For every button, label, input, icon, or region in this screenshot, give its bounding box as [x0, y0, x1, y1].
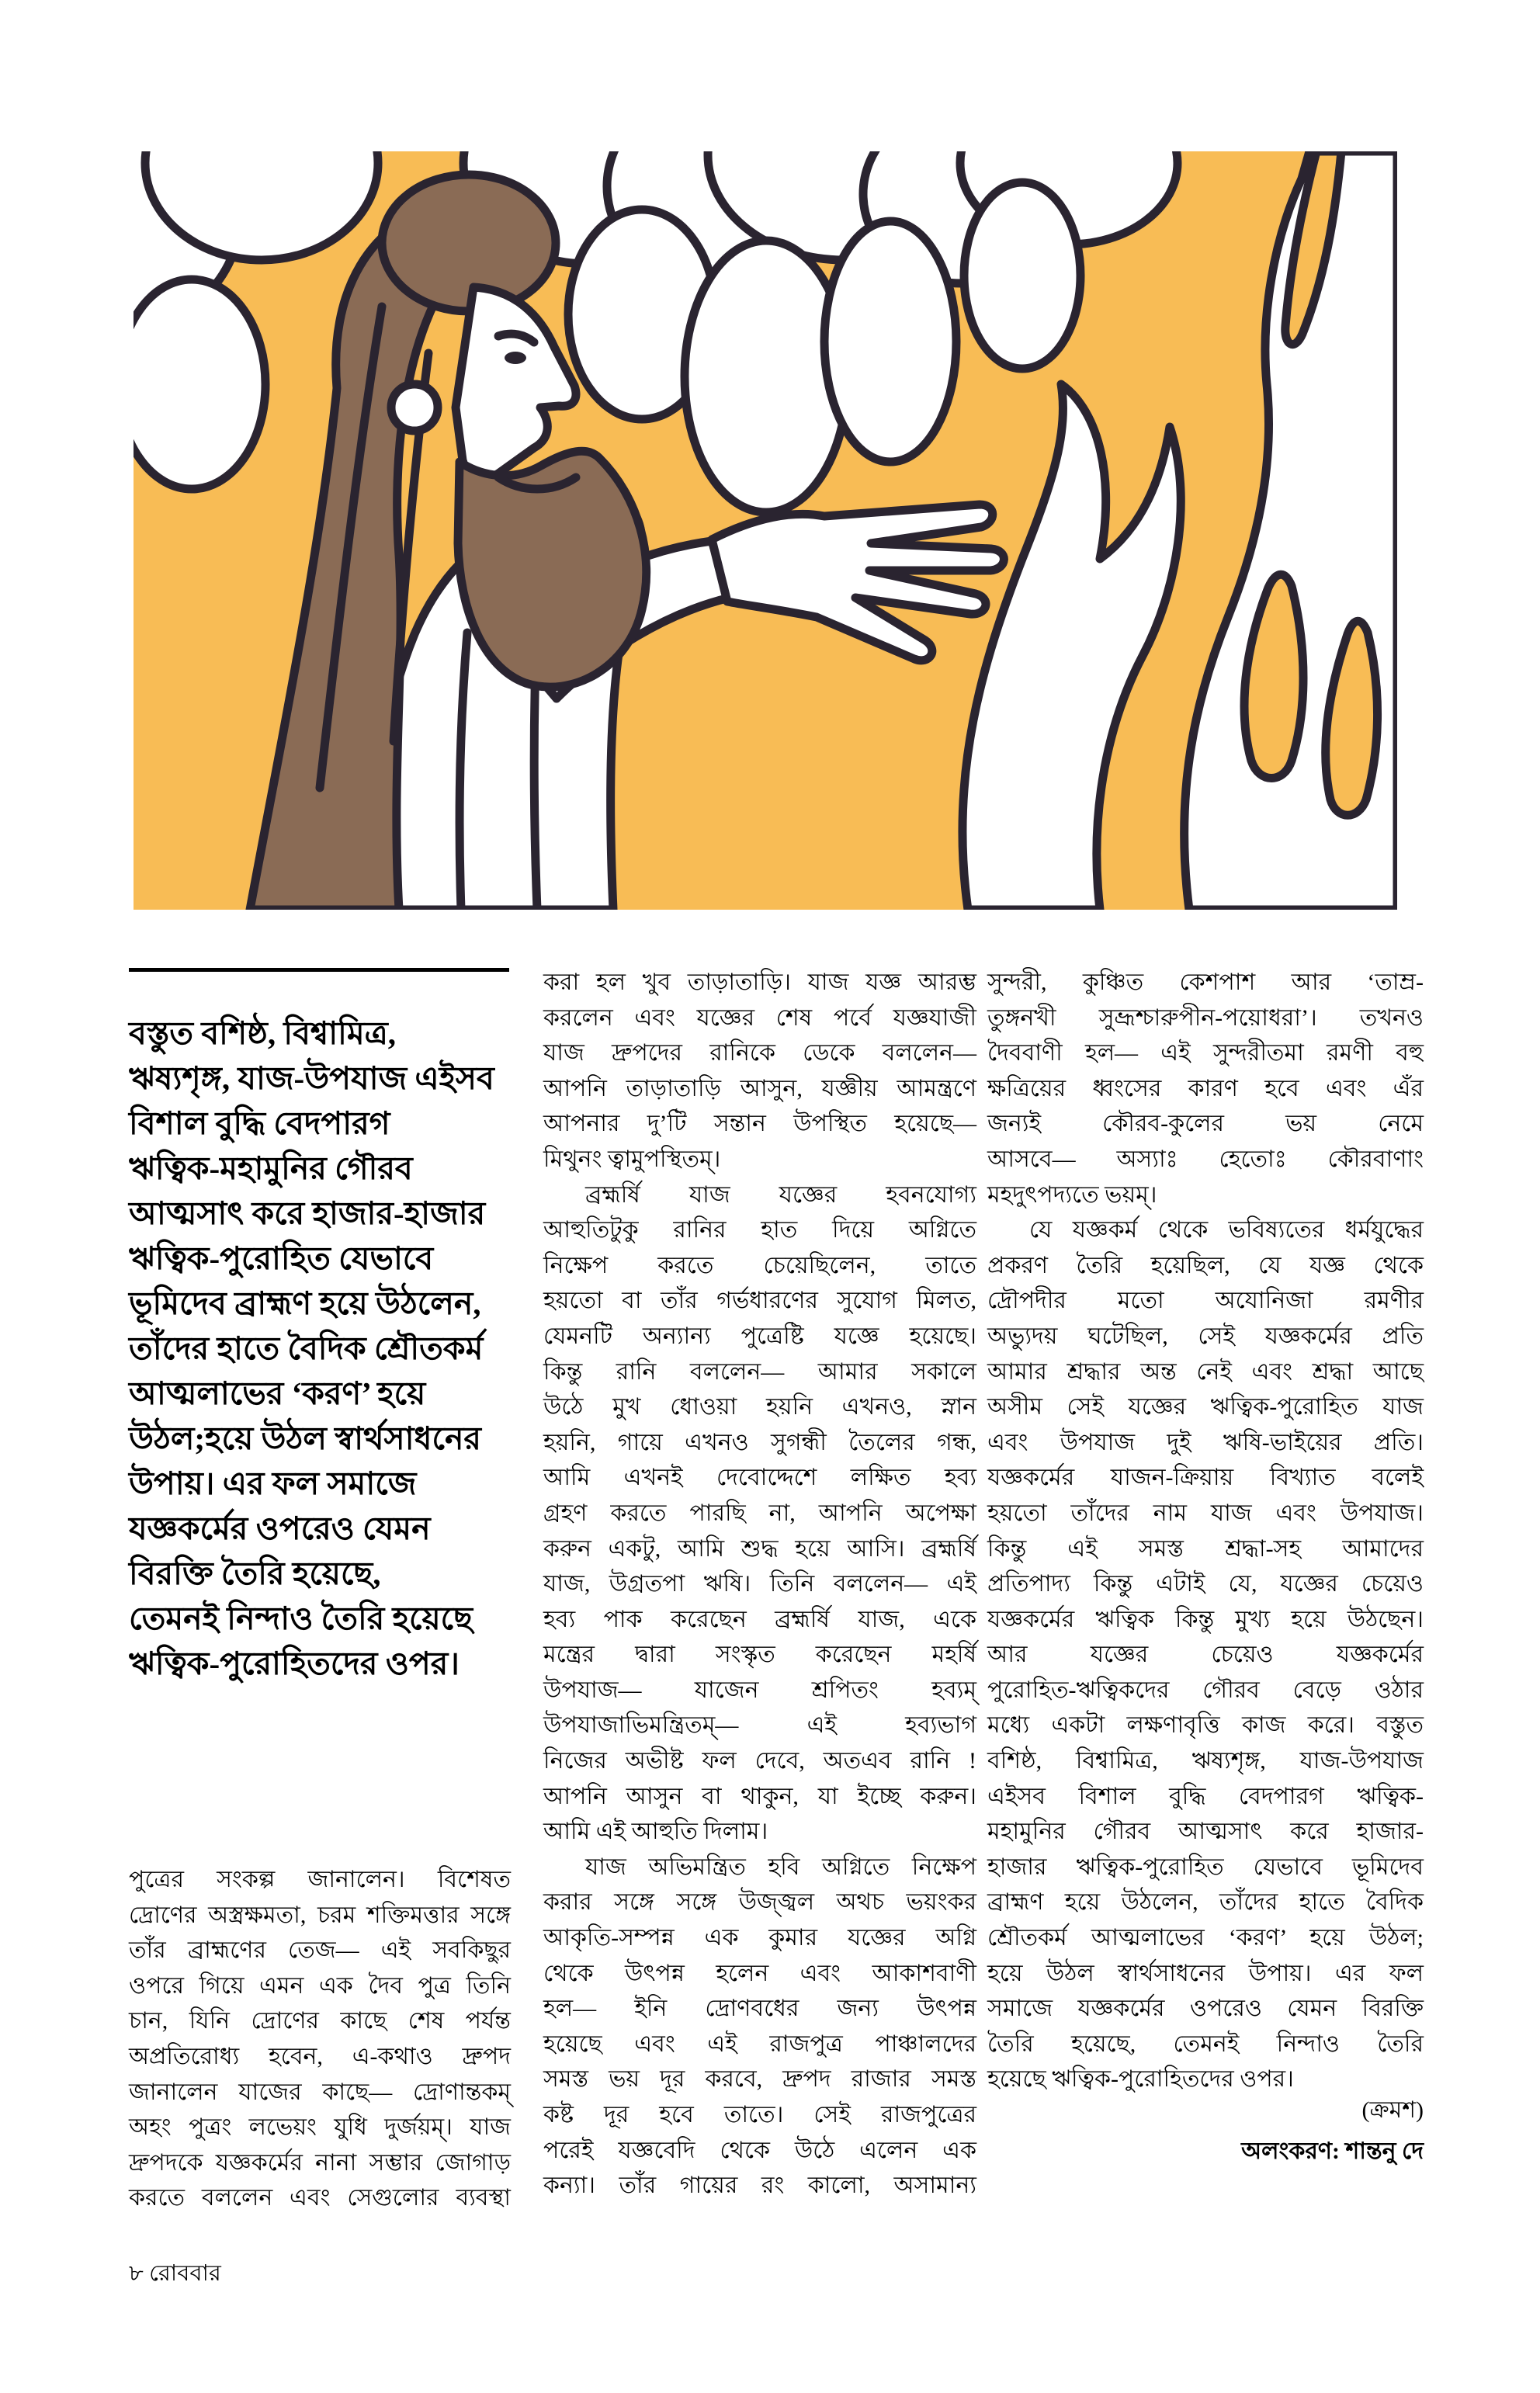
text-line: যজ্ঞকর্মের যাজন-ক্রিয়ায় বিখ্যাত বলেই [987, 1465, 1424, 1491]
text-line: আপনি আসুন বা থাকুন, যা ইচ্ছে করুন। [543, 1783, 976, 1809]
text-line: পরেই যজ্ঞবেদি থেকে উঠে এলেন এক [543, 2137, 976, 2163]
text-line: মন্ত্রের দ্বারা সংস্কৃত করেছেন মহর্ষি [543, 1642, 976, 1668]
text-line: জন্যই কৌরব-কুলের ভয় নেমে [987, 1111, 1424, 1137]
text-line: যাজ দ্রুপদের রানিকে ডেকে বললেন— [543, 1040, 976, 1066]
text-line: প্রকরণ তৈরি হয়েছিল, যে যজ্ঞ থেকে [987, 1252, 1424, 1278]
text-line: হয়তো বা তাঁর গর্ভধারণের সুযোগ মিলত, [543, 1288, 976, 1314]
text-line: হব্য পাক করেছেন ব্রহ্মর্ষি যাজ, একে [543, 1606, 976, 1632]
text-line: তৈরি হয়েছে, তেমনই নিন্দাও তৈরি [987, 2031, 1424, 2057]
text-line: করুন একটু, আমি শুদ্ধ হয়ে আসি। ব্রহ্মর্ষি [543, 1535, 976, 1562]
text-line: ব্রহ্মর্ষি যাজ যজ্ঞের হবনযোগ্য [585, 1181, 976, 1208]
text-line: অপ্রতিরোধ্য হবেন, এ-কথাও দ্রুপদ [129, 2043, 511, 2069]
sage-illustration [134, 151, 1397, 910]
text-line: এবং উপযাজ দুই ঋষি-ভাইয়ের প্রতি। [987, 1429, 1424, 1455]
text-line: আত্মলাভের ‘করণ’ হয়ে [129, 1375, 426, 1411]
text-line: শ্রৌতকর্ম আত্মলাভের ‘করণ’ হয়ে উঠল; [987, 1925, 1424, 1951]
text-line: দ্রুপদকে যজ্ঞকর্মের নানা সম্ভার জোগাড় [129, 2149, 511, 2176]
text-line: করতে বললেন এবং সেগুলোর ব্যবস্থা [129, 2185, 511, 2211]
text-line: আমি এই আহুতি দিলাম। [543, 1819, 768, 1845]
text-line: আত্মসাৎ করে হাজার-হাজার [129, 1195, 486, 1231]
text-line: যাজ, উগ্রতপা ঋষি। তিনি বললেন— এই [543, 1571, 976, 1597]
text-line: আপনার দু’টি সন্তান উপস্থিত হয়েছে— [543, 1111, 976, 1137]
text-line: হয়ে উঠল স্বার্থসাধনের উপায়। এর ফল [987, 1960, 1424, 1986]
text-line: মধ্যে একটা লক্ষণাবৃত্তি কাজ করে। বস্তুত [987, 1712, 1424, 1739]
text-line: নিক্ষেপ করতে চেয়েছিলেন, তাতে [543, 1252, 976, 1278]
text-line: উপায়। এর ফল সমাজে [129, 1465, 417, 1501]
text-line: কন্যা। তাঁর গায়ের রং কালো, অসামান্য [543, 2173, 976, 2199]
text-line: এইসব বিশাল বুদ্ধি বেদপারগ ঋত্বিক- [987, 1783, 1424, 1809]
text-line: বিশাল বুদ্ধি বেদপারগ [129, 1105, 390, 1141]
text-line: তুঙ্গনখী সুভ্রূশ্চারুপীন-পয়োধরা’। তখনও [987, 1004, 1424, 1031]
sage-ear [391, 384, 438, 431]
text-line: ক্ষত্রিয়ের ধ্বংসের কারণ হবে এবং এঁর [987, 1075, 1424, 1101]
column-right [987, 965, 1424, 2097]
text-line: উঠে মুখ ধোওয়া হয়নি এখনও, স্নান [543, 1394, 976, 1420]
text-line: মহদুৎপদ্যতে ভয়ম্। [987, 1181, 1157, 1208]
sage-eye [505, 352, 526, 364]
text-line: ভূমিদেব ব্রাহ্মণ হয়ে উঠলেন, [129, 1285, 481, 1321]
text-line: যজ্ঞকর্মের ওপরেও যেমন [129, 1510, 431, 1546]
text-line: কিন্তু এই সমস্ত শ্রদ্ধা-সহ আমাদের [987, 1535, 1424, 1562]
text-line: গ্রহণ করতে পারছি না, আপনি অপেক্ষা [543, 1500, 976, 1526]
text-line: ব্রাহ্মণ হয়ে উঠলেন, তাঁদের হাতে বৈদিক [987, 1889, 1424, 1916]
credits-block [987, 2090, 1424, 2172]
text-line: হয়েছে এবং এই রাজপুত্র পাঞ্চালদের [543, 2031, 976, 2057]
column-left [129, 1862, 511, 2216]
text-line: অসীম সেই যজ্ঞের ঋত্বিক-পুরোহিত যাজ [987, 1394, 1424, 1420]
text-line: উঠল;হয়ে উঠল স্বার্থসাধনের [129, 1420, 481, 1456]
text-line: করলেন এবং যজ্ঞের শেষ পর্বে যজ্ঞযাজী [543, 1004, 976, 1031]
text-line: মহামুনির গৌরব আত্মসাৎ করে হাজার- [987, 1819, 1424, 1845]
text-line: ঋষ্যশৃঙ্গ, যাজ-উপযাজ এইসব [129, 1060, 494, 1096]
text-line: জানালেন যাজের কাছে— দ্রোণান্তকম্ [129, 2079, 511, 2105]
text-line: আহুতিটুকু রানির হাত দিয়ে অগ্নিতে [543, 1217, 976, 1243]
text-line: পুত্রের সংকল্প জানালেন। বিশেষত [129, 1867, 511, 1892]
section-rule [129, 968, 509, 972]
text-line: হল— ইনি দ্রোণবধের জন্য উৎপন্ন [543, 1996, 976, 2022]
text-line: ওপরে গিয়ে এমন এক দৈব পুত্র তিনি [129, 1972, 511, 1999]
text-line: হয়তো তাঁদের নাম যাজ এবং উপযাজ। [987, 1500, 1424, 1526]
text-line: থেকে উৎপন্ন হলেন এবং আকাশবাণী [543, 1960, 976, 1986]
column-middle [543, 965, 976, 2204]
text-line: হয়েছে ঋত্বিক-পুরোহিতদের ওপর। [987, 2066, 1294, 2093]
text-line: তাঁর ব্রাহ্মণের তেজ— এই সবকিছুর [129, 1937, 511, 1964]
text-line: সমাজে যজ্ঞকর্মের ওপরেও যেমন বিরক্তি [987, 1996, 1424, 2022]
text-line: যেমনটি অন্যান্য পুত্রেষ্টি যজ্ঞে হয়েছে। [543, 1323, 976, 1349]
text-line: ঋত্বিক-পুরোহিত যেভাবে [129, 1240, 434, 1276]
text-line: কষ্ট দূর হবে তাতে। সেই রাজপুত্রের [543, 2102, 976, 2128]
text-line: করার সঙ্গে সঙ্গে উজ্জ্বল অথচ ভয়ংকর [543, 1889, 976, 1916]
text-line: উপযাজাভিমন্ত্রিতম্— এই হব্যভাগ [543, 1712, 976, 1739]
text-line: আসবে— অস্যাঃ হেতোঃ কৌরবাণাং [987, 1146, 1424, 1172]
text-line: আপনি তাড়াতাড়ি আসুন, যজ্ঞীয় আমন্ত্রণে [543, 1075, 976, 1101]
text-line: যজ্ঞকর্মের ঋত্বিক কিন্তু মুখ্য হয়ে উঠছেন। [987, 1606, 1424, 1632]
text-line: বশিষ্ঠ, বিশ্বামিত্র, ঋষ্যশৃঙ্গ, যাজ-উপযাজ [987, 1748, 1424, 1774]
text-line: তেমনই নিন্দাও তৈরি হয়েছে [129, 1601, 473, 1636]
text-line: দৈববাণী হল— এই সুন্দরীতমা রমণী বহু [987, 1040, 1424, 1066]
text-line: যাজ অভিমন্ত্রিত হবি অগ্নিতে নিক্ষেপ [585, 1854, 976, 1880]
text-line: প্রতিপাদ্য কিন্তু এটাই যে, যজ্ঞের চেয়েও [987, 1571, 1424, 1597]
text-line: আর যজ্ঞের চেয়েও যজ্ঞকর্মের [987, 1642, 1424, 1668]
illustrator-credit: অলংকরণ: শান্তনু দে [1241, 2138, 1424, 2164]
text-line: হয়নি, গায়ে এখনও সুগন্ধী তৈলের গন্ধ, [543, 1429, 976, 1455]
lead-paragraph [129, 1011, 521, 1686]
text-line: চান, যিনি দ্রোণের কাছে শেষ পর্যন্ত [129, 2008, 511, 2034]
text-line: আমি এখনই দেবোদ্দেশে লক্ষিত হব্য [543, 1465, 976, 1491]
text-line: ঋত্বিক-পুরোহিতদের ওপর। [129, 1646, 460, 1681]
text-line: নিজের অভীষ্ট ফল দেবে, অতএব রানি ! [543, 1748, 976, 1774]
text-line: করা হল খুব তাড়াতাড়ি। যাজ যজ্ঞ আরম্ভ [543, 969, 976, 995]
page-footer-label: ৮ রোববার [129, 2261, 221, 2286]
text-line: উপযাজ— যাজেন শ্রপিতং হব্যম্ [543, 1677, 976, 1703]
text-line: দ্রৌপদীর মতো অযোনিজা রমণীর [987, 1288, 1424, 1314]
text-line: দ্রোণের অস্ত্রক্ষমতা, চরম শক্তিমত্তার সঙ্গে [129, 1902, 511, 1928]
text-line: অহং পুত্রং লভেয়ং যুধি দুর্জয়ম্। যাজ [129, 2114, 511, 2141]
text-line: মিথুনং ত্বামুপস্থিতম্। [543, 1146, 721, 1172]
text-line: তাঁদের হাতে বৈদিক শ্রৌতকর্ম [129, 1330, 484, 1366]
text-line: কিন্তু রানি বললেন— আমার সকালে [543, 1358, 976, 1385]
text-line: বিরক্তি তৈরি হয়েছে, [129, 1555, 381, 1591]
continuation-note: (ক্রমশ) [1361, 2097, 1424, 2123]
text-line: হাজার ঋত্বিক-পুরোহিত যেভাবে ভূমিদেব [987, 1854, 1424, 1880]
text-line: সুন্দরী, কুঞ্চিত কেশপাশ আর ‘তাম্র- [987, 969, 1424, 995]
text-line: আমার শ্রদ্ধার অন্ত নেই এবং শ্রদ্ধা আছে [987, 1358, 1424, 1385]
text-line: ঋত্বিক-মহামুনির গৌরব [129, 1150, 413, 1186]
text-line: অভ্যুদয় ঘটেছিল, সেই যজ্ঞকর্মের প্রতি [987, 1323, 1424, 1349]
text-line: পুরোহিত-ঋত্বিকদের গৌরব বেড়ে ওঠার [987, 1677, 1424, 1703]
text-line: আকৃতি-সম্পন্ন এক কুমার যজ্ঞের অগ্নি [543, 1925, 976, 1951]
text-line: সমস্ত ভয় দূর করবে, দ্রুপদ রাজার সমস্ত [543, 2066, 976, 2093]
text-line: যে যজ্ঞকর্ম থেকে ভবিষ্যতের ধর্মযুদ্ধের [1029, 1217, 1424, 1243]
text-line: বস্তুত বশিষ্ঠ, বিশ্বামিত্র, [129, 1015, 397, 1051]
